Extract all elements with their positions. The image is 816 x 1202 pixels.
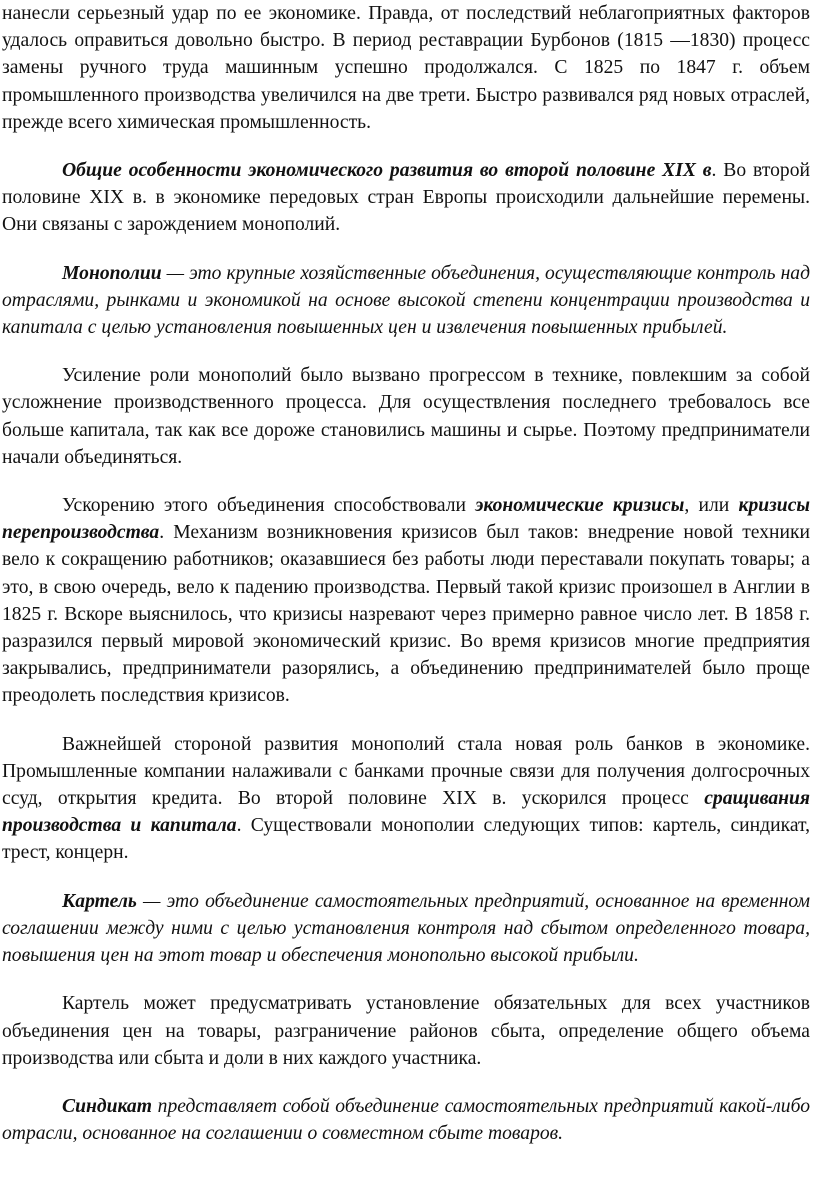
term-overproduction-crises: кризисы перепроизводства [2,495,810,544]
definition-cartel [2,888,810,970]
paragraph-crises-after: . Механизм возникновения кризисов был таков: внедрение новой техники вело к сокращению работников; оказавшиеся без работы люди переставали покупать товары; а это, в свою очередь, вело к падению производства. Первый такой кризис произошел в Англии в 1825 г. Вскоре выяснилось, что кризисы назревают через примерно равное число лет. В 1858 г. разразился первый мировой экономический кризис. Во время кризисов многие предприятия закрывались, предприниматели разорялись, а объединению предпринимателей было проще преодолеть последствия кризисов. [2,522,810,707]
definition-monopolies-text: — это крупные хозяйственные объединения, осуществляющие контроль над отраслями, рынками и экономикой на основе высокой степени концентрации производства и капитала с целью установления повышенных цен и извлечения повышенных прибылей. [2,262,810,339]
paragraph-cartel-details-text: Картель может предусматривать установление обязательных для всех участников объединения цен на товары, разграничение районов сбыта, определение общего объема производства или сбыта и доли в них каждого участника. [2,993,810,1069]
paragraph-banks-before: Важнейшей стороной развития монополий стала новая роль банков в экономике. Промышленные компании налаживали с банками прочные связи для получения долгосрочных ссуд, открытия кредита. Во второй половине XIX в. ускорился процесс [2,733,810,810]
definition-syndicate-text: представляет собой объединение самостоятельных предприятий какой-либо отрасли, основанное на соглашении о совместном сбыте товаров. [2,1095,810,1145]
paragraph-banks-after: . Существовали монополии следующих типов: картель, синдикат, трест, концерн. [2,815,810,864]
paragraph-banks [2,731,810,867]
definition-cartel-text: — это объединение самостоятельных предприятий, основанное на временном соглашении между ними с целью установления контроля над сбытом определенного товара, повышения цен на этот товар и обеспечения монопольно высокой прибыли. [2,890,810,967]
term-monopolies: Монополии [62,262,162,284]
paragraph-intro [2,0,810,136]
paragraph-general-features [2,157,810,239]
section-heading: Общие особенности экономического развития во второй половине XIX в [62,160,712,182]
paragraph-intro-text: нанесли серьезный удар по ее экономике. Правда, от последствий неблагоприятных факторов удалось оправиться довольно быстро. В период реставрации Бурбонов (1815 —1830) процесс замены ручного труда машинным успешно продолжался. С 1825 по 1847 г. объем промышленного производства увеличился на две трети. Быстро развивался ряд новых отраслей, прежде всего химическая промышленность. [2,3,810,133]
term-syndicate: Синдикат [62,1095,152,1117]
term-cartel: Картель [62,890,137,912]
paragraph-crises-before: Ускорению этого объединения способствовали [62,495,476,517]
term-merging-capital: сращивания производства и капитала [2,788,810,837]
paragraph-crises [2,492,810,710]
paragraph-general-features-text: Во второй половине XIX в. в экономике передовых стран Европы происходили дальнейшие перемены. Они связаны с зарождением монополий. [2,160,810,236]
paragraph-crises-mid: , или [684,495,739,517]
term-economic-crises: экономические кризисы [475,495,685,517]
definition-monopolies [2,260,810,342]
definition-syndicate [2,1093,810,1147]
section-heading-end: . [711,160,717,182]
paragraph-monopoly-causes-text: Усиление роли монополий было вызвано прогрессом в технике, повлекшим за собой усложнение производственного процесса. Для осуществления последнего требовалось все больше капитала, так как все дороже становились машины и сырье. Поэтому предприниматели начали объединяться. [2,365,810,468]
paragraph-monopoly-causes [2,362,810,471]
paragraph-cartel-details [2,990,810,1072]
